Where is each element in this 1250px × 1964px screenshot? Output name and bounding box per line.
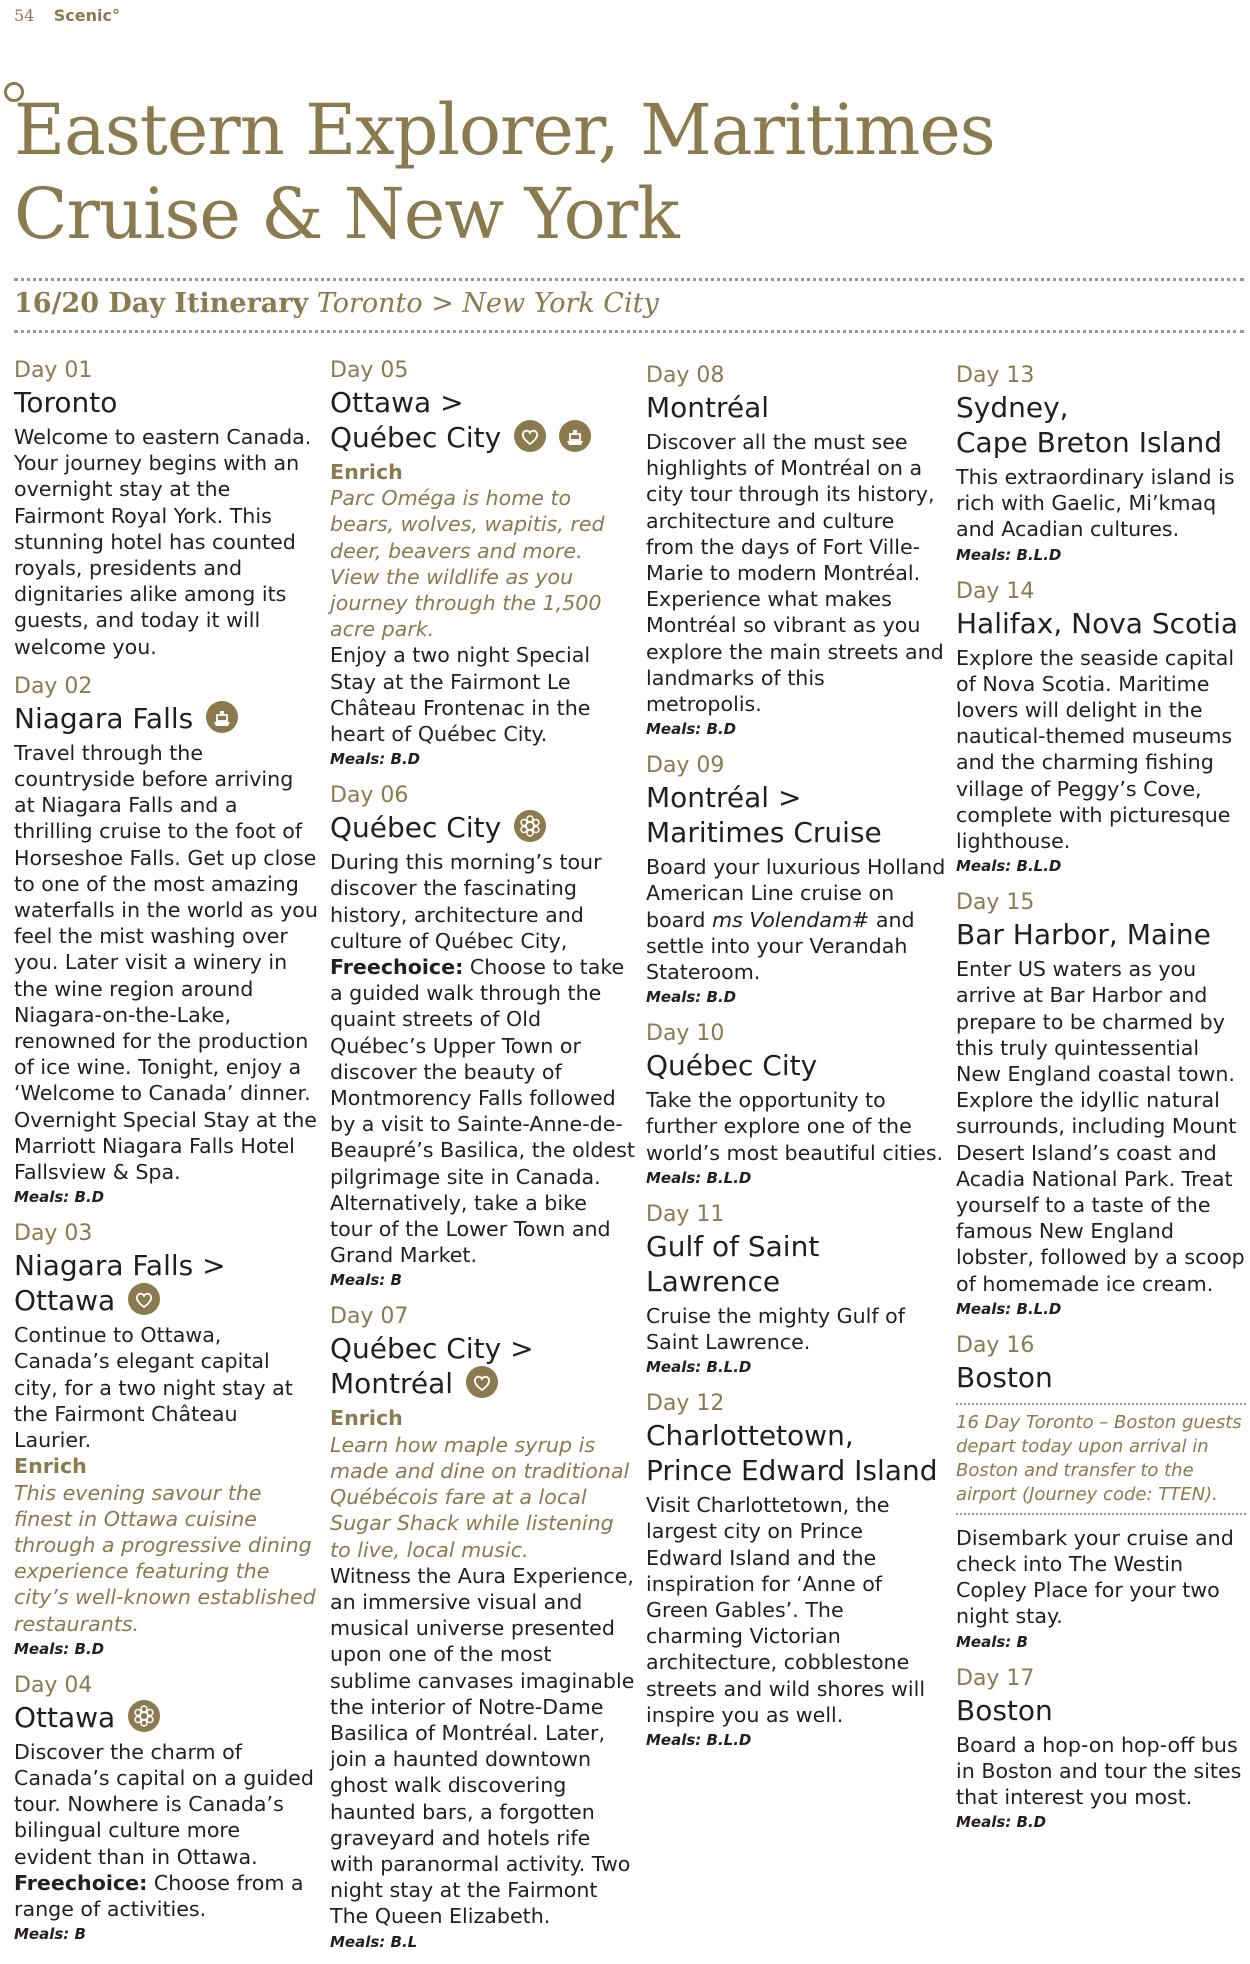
day-label: Day 02: [14, 673, 93, 699]
day-entry-08: [646, 361, 946, 739]
day-entry-06: [330, 781, 635, 1290]
day-place-name: Ottawa: [14, 1700, 116, 1734]
day-label: Day 17: [956, 1665, 1035, 1691]
enrich-description: Parc Oméga is home to bears, wolves, wapitis, red deer, beavers and more. View the wildlife as you journey through the 1,500 acre park.: [330, 486, 605, 642]
day-description: Continue to Ottawa, Canada’s elegant capital city, for a two night stay at the Fairmont Château Laurier.: [14, 1323, 293, 1453]
meals-info: Meals: B.D: [330, 750, 421, 769]
day-entry-09: [646, 751, 946, 1007]
day-description: Enjoy a two night Special Stay at the Fairmont Le Château Frontenac in the heart of Québec City.: [330, 643, 591, 747]
page-header: [14, 6, 120, 26]
day-place: [14, 701, 319, 736]
day-place-line-1: Gulf of Saint: [646, 1229, 820, 1263]
day-entry-07: [330, 1302, 635, 1951]
day-place-line-1: Montréal >: [646, 781, 802, 815]
heart-icon: [128, 1283, 160, 1315]
enrich-label: Enrich: [330, 1406, 403, 1431]
day-entry-15: [956, 888, 1246, 1319]
freechoice-label: Freechoice:: [14, 1870, 148, 1895]
meals-info: Meals: B.L.D: [646, 1731, 752, 1750]
page-number: 54: [14, 6, 35, 25]
meals-info: Meals: B.L.D: [646, 1358, 752, 1377]
day-description: Disembark your cruise and check into The Westin Copley Place for your two night stay.: [956, 1525, 1234, 1629]
day-label: Day 05: [330, 358, 409, 383]
meals-info: Meals: B.L.D: [956, 1299, 1062, 1318]
meals-info: Meals: B.D: [956, 1813, 1047, 1832]
day-label: Day 16: [956, 1332, 1035, 1358]
day-place: [330, 385, 635, 455]
day-entry-05: [330, 356, 635, 769]
day-place-line-2: Montréal: [330, 1367, 454, 1401]
page-title: [14, 88, 995, 256]
day-place: Halifax, Nova Scotia: [956, 606, 1239, 640]
meals-info: Meals: B.L.D: [956, 857, 1062, 876]
day-description-text: Discover the charm of Canada’s capital on a guided tour. Nowhere is Canada’s bilingual culture more evident than in Ottawa.: [14, 1739, 314, 1869]
day-description: Take the opportunity to further explore one of the world’s most beautiful cities.: [646, 1088, 944, 1165]
day-description: Explore the seaside capital of Nova Scotia. Maritime lovers will delight in the nautical-themed museums and the charming fishing village of Peggy’s Cove, complete with picturesque lighthouse.: [956, 645, 1235, 854]
day-place-line-1: Québec City >: [330, 1332, 534, 1366]
day-place: Boston: [956, 1693, 1053, 1727]
day-label: Day 01: [14, 358, 93, 383]
cruise-icon: [559, 420, 591, 452]
day-description: Visit Charlottetown, the largest city on Prince Edward Island and the inspiration for ‘Anne of Green Gables’. The charming Victorian architecture, cobblestone streets and wild shores will inspire you as well.: [646, 1493, 926, 1727]
meals-info: Meals: B.D: [646, 720, 737, 739]
meals-info: Meals: B.L.D: [956, 545, 1062, 564]
day-description: This extraordinary island is rich with Gaelic, Mi’kmaq and Acadian cultures.: [956, 465, 1235, 542]
day-entry-04: [14, 1671, 319, 1944]
column-4: [956, 361, 1246, 1844]
brand-name: Scenic°: [53, 6, 120, 25]
freechoice-text: Choose from a range of activities.: [14, 1870, 304, 1921]
meals-info: Meals: B: [956, 1632, 1028, 1651]
day-entry-12: [646, 1389, 946, 1750]
day-label: Day 09: [646, 753, 725, 779]
enrich-description: Learn how maple syrup is made and dine on traditional Québécois fare at a local Sugar Shack while listening to live, local music.: [330, 1432, 630, 1562]
itinerary-route: Toronto > New York City: [316, 288, 659, 319]
day-place-line-1: Niagara Falls >: [14, 1249, 226, 1283]
day-place: Bar Harbor, Maine: [956, 918, 1211, 952]
day-place: [956, 390, 1246, 460]
heart-icon: [514, 420, 546, 452]
day-place: [330, 810, 635, 845]
day-place: [646, 1229, 946, 1299]
day-place: [330, 1331, 635, 1401]
day-place-line-2: Maritimes Cruise: [646, 816, 882, 850]
freechoice-label: Freechoice:: [330, 955, 464, 980]
day-entry-01: [14, 356, 319, 660]
day-description: [14, 1739, 319, 1922]
day-entry-14: [956, 577, 1246, 877]
day-description: Witness the Aura Experience, an immersive visual and musical universe presented upon one of the most sublime canvases imaginable the interior of Notre-Dame Basilica of Montréal. Later, join a haunted downtown ghost walk discovering haunted bars, a forgotten graveyard and hotels rife with paranormal activity. Two night stay at the Fairmont The Queen Elizabeth.: [330, 1563, 635, 1929]
day-description-pre: Board your luxurious Holland American Line cruise on board: [646, 855, 946, 932]
day-label: Day 14: [956, 578, 1035, 604]
day-entry-11: [646, 1200, 946, 1377]
day-entry-13: [956, 361, 1246, 565]
itinerary-subtitle: [14, 288, 659, 319]
day-description: Cruise the mighty Gulf of Saint Lawrence.: [646, 1303, 906, 1355]
day-place: [646, 1418, 946, 1488]
day-description: [646, 854, 946, 985]
day-place: Québec City: [646, 1049, 818, 1083]
day-place-line-2: Prince Edward Island: [646, 1454, 938, 1488]
day-place: Toronto: [14, 386, 118, 419]
day-entry-17: [956, 1664, 1246, 1833]
column-1: [14, 356, 319, 1956]
day-description-post: and settle into your Verandah Stateroom.: [646, 907, 915, 985]
departure-note: 16 Day Toronto – Boston guests depart today upon arrival in Boston and transfer to the airport (Journey code: TTEN).: [956, 1403, 1246, 1515]
meals-info: Meals: B.D: [14, 1188, 105, 1207]
column-3: [646, 361, 946, 1762]
title-line-1: Eastern Explorer, Maritimes: [14, 89, 995, 171]
day-label: Day 13: [956, 363, 1035, 388]
enrich-label: Enrich: [14, 1454, 87, 1479]
day-label: Day 04: [14, 1672, 93, 1698]
day-label: Day 12: [646, 1391, 725, 1417]
day-label: Day 08: [646, 363, 725, 388]
enrich-description: This evening savour the finest in Ottawa cuisine through a progressive dining experience featuring the city’s well-known established restaurants.: [14, 1480, 316, 1636]
day-place-name: Niagara Falls: [14, 701, 194, 735]
day-label: Day 03: [14, 1221, 93, 1247]
enrich-label: Enrich: [330, 460, 403, 484]
day-place-line-2: Cape Breton Island: [956, 426, 1222, 459]
title-line-2: Cruise & New York: [14, 173, 679, 255]
day-description: [330, 849, 635, 1268]
itinerary-length: 16/20 Day Itinerary: [14, 288, 309, 319]
day-label: Day 15: [956, 890, 1035, 916]
day-entry-16: [956, 1331, 1246, 1652]
day-description: Welcome to eastern Canada. Your journey begins with an overnight stay at the Fairmont Royal York. This stunning hotel has counted royals, presidents and dignitaries alike among its guests, and today it will welcome you.: [14, 425, 312, 659]
divider-top: [14, 278, 1244, 281]
day-place-line-1: Ottawa >: [330, 386, 464, 419]
meals-info: Meals: B.D: [646, 988, 737, 1007]
day-place: Montréal: [646, 391, 770, 424]
meals-info: Meals: B: [330, 1271, 402, 1290]
day-label: Day 11: [646, 1201, 725, 1227]
meals-info: Meals: B.D: [14, 1639, 105, 1658]
divider-bottom: [14, 330, 1244, 333]
day-description: Enter US waters as you arrive at Bar Harbor and prepare to be charmed by this truly quintessential New England coastal town. Explore the idyllic natural surrounds, including Mount Desert Island’s coast and Acadia National Park. Treat yourself to a taste of the famous New England lobster, followed by a scoop of homemade ice cream.: [956, 957, 1245, 1296]
freechoice-text: Choose to take a guided walk through the quaint streets of Old Québec’s Upper Town or discover the beauty of Montmorency Falls followed by a visit to Sainte-Anne-de-Beaupré’s Basilica, the oldest pilgrimage site in Canada. Alternatively, take a bike tour of the Lower Town and Grand Market.: [330, 955, 635, 1268]
column-2: [330, 356, 635, 1964]
day-place: Boston: [956, 1360, 1053, 1394]
day-entry-10: [646, 1019, 946, 1188]
day-place-line-2: Québec City: [330, 421, 502, 454]
day-description: Board a hop-on hop-off bus in Boston and tour the sites that interest you most.: [956, 1732, 1242, 1810]
meals-info: Meals: B: [14, 1925, 86, 1944]
freechoice-icon: [514, 810, 546, 842]
heart-icon: [466, 1366, 498, 1398]
day-description: Travel through the countryside before arriving at Niagara Falls and a thrilling cruise to the foot of Horseshoe Falls. Get up close to one of the most amazing waterfalls in the world as you feel the mist washing over you. Later visit a winery in the wine region around Niagara-on-the-Lake, renowned for the production of ice wine. Tonight, enjoy a ‘Welcome to Canada’ dinner. Overnight Special Stay at the Marriott Niagara Falls Hotel Fallsview & Spa.: [14, 740, 318, 1185]
day-place-name: Québec City: [330, 811, 502, 845]
day-entry-02: [14, 672, 319, 1207]
day-label: Day 06: [330, 783, 409, 809]
freechoice-icon: [128, 1700, 160, 1732]
day-place: [14, 1700, 319, 1735]
meals-info: Meals: B.L: [330, 1932, 418, 1951]
day-label: Day 10: [646, 1021, 725, 1047]
day-place-line-1: Sydney,: [956, 391, 1069, 424]
day-entry-03: [14, 1219, 319, 1658]
day-place: [646, 780, 946, 850]
day-label: Day 07: [330, 1304, 409, 1330]
day-place-line-2: Lawrence: [646, 1264, 781, 1298]
meals-info: Meals: B.L.D: [646, 1168, 752, 1187]
day-place-line-1: Charlottetown,: [646, 1419, 854, 1453]
day-place: [14, 1248, 319, 1318]
day-description: Discover all the must see highlights of Montréal on a city tour through its history, architecture and culture from the days of Fort Ville-Marie to modern Montréal. Experience what makes Montréal so vibrant as you explore the main streets and landmarks of this metropolis.: [646, 430, 944, 717]
cruise-icon: [206, 701, 238, 733]
day-place-line-2: Ottawa: [14, 1284, 116, 1318]
day-description-text: During this morning’s tour discover the fascinating history, architecture and culture of Québec City,: [330, 850, 602, 953]
ship-name: ms Volendam#: [712, 907, 870, 932]
